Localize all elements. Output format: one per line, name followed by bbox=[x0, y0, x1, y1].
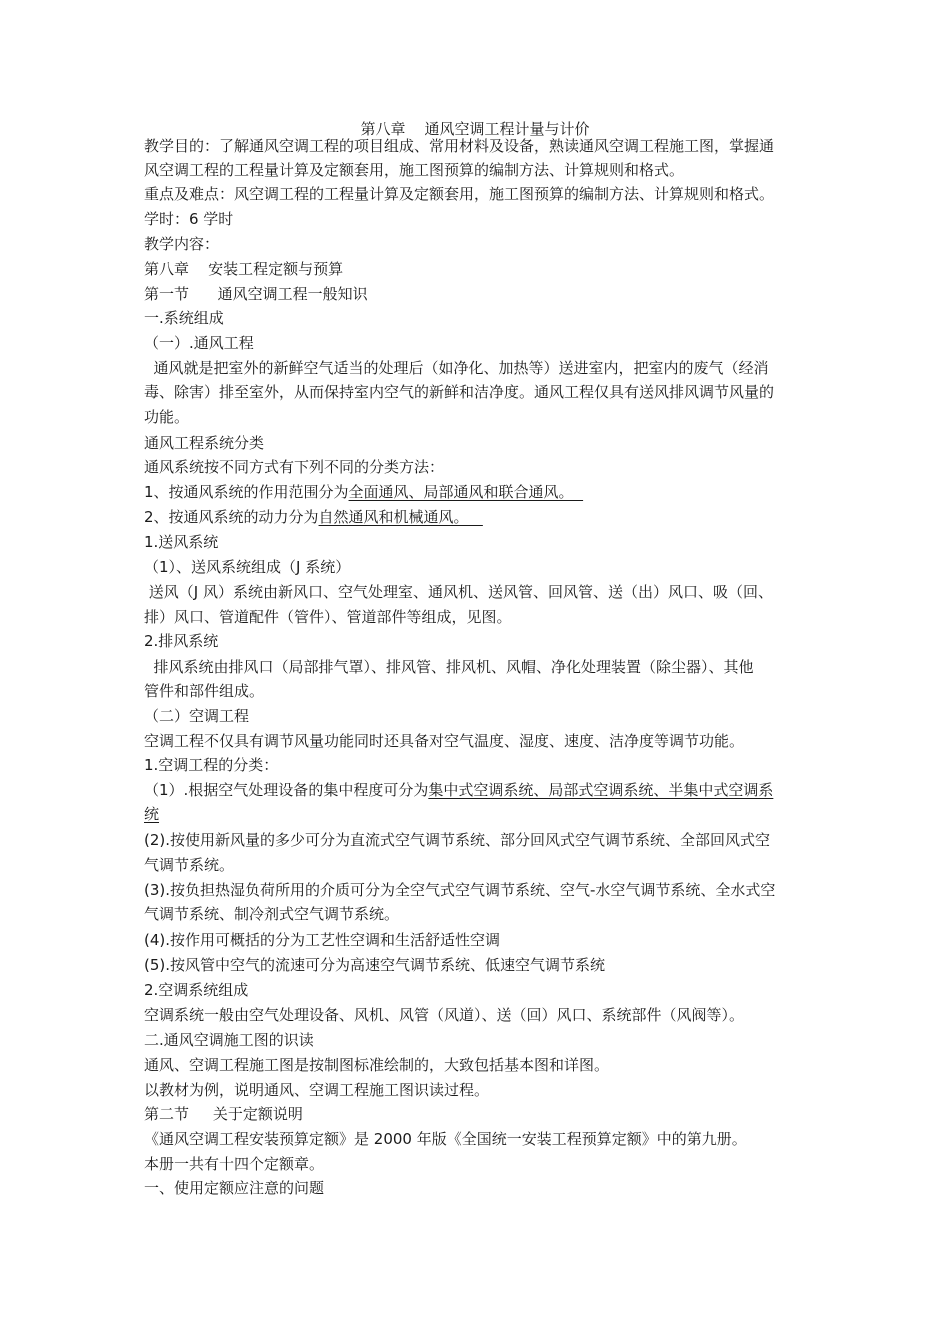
line-text: (2).按使用新风量的多少可分为直流式空气调节系统、部分回风式空气调节系统、全部回风式空 bbox=[144, 831, 771, 849]
text-line bbox=[144, 731, 744, 751]
text-line bbox=[144, 1178, 324, 1198]
text-line bbox=[144, 607, 512, 627]
line-text: 通风、空调工程施工图是按制图标准绘制的，大致包括基本图和详图。 bbox=[144, 1056, 610, 1074]
line-text: (4).按作用可概括的分为工艺性空调和生活舒适性空调 bbox=[144, 931, 501, 949]
underlined-text: 自然通风和机械通风。 bbox=[318, 508, 483, 526]
line-text: 2.空调系统组成 bbox=[144, 981, 249, 999]
line-text: 教学目的：了解通风空调工程的项目组成、常用材料及设备，熟读通风空调工程施工图，掌握通 bbox=[144, 137, 775, 155]
text-line bbox=[144, 880, 775, 900]
line-text: 送风（J 风）系统由新风口、空气处理室、通风机、送风管、回风管、送（出）风口、吸（回、 bbox=[144, 583, 773, 601]
line-text: 第一节 通风空调工程一般知识 bbox=[144, 285, 368, 303]
line-text: 气调节系统、制冷剂式空气调节系统。 bbox=[144, 905, 400, 923]
line-text: 教学内容： bbox=[144, 235, 220, 253]
text-line bbox=[144, 582, 773, 602]
underlined-text: 统 bbox=[144, 805, 160, 823]
text-line bbox=[144, 955, 605, 975]
text-line bbox=[144, 1005, 744, 1025]
line-text: 排）风口、管道配件（管件）、管道部件等组成，见图。 bbox=[144, 608, 512, 626]
line-text: 本册一共有十四个定额章。 bbox=[144, 1155, 325, 1173]
line-text: 学时：6 学时 bbox=[144, 210, 234, 228]
text-line bbox=[144, 631, 218, 651]
line-text: 排风系统由排风口（局部排气罩）、排风管、排风机、风帽、净化处理装置（除尘器）、其他 bbox=[144, 658, 754, 676]
line-text: 二.通风空调施工图的识读 bbox=[144, 1031, 314, 1049]
line-text: （1）.根据空气处理设备的集中程度可分为 bbox=[144, 781, 429, 799]
text-line bbox=[144, 308, 224, 328]
underlined-text: 集中式空调系统、局部式空调系统、半集中式空调系 bbox=[428, 781, 774, 799]
text-line bbox=[144, 358, 769, 378]
text-line bbox=[144, 904, 399, 924]
line-text: 空调工程不仅具有调节风量功能同时还具备对空气温度、湿度、速度、洁净度等调节功能。 bbox=[144, 732, 745, 750]
line-text: 功能。 bbox=[144, 408, 190, 426]
text-line bbox=[144, 284, 368, 304]
text-line bbox=[144, 980, 248, 1000]
text-line bbox=[144, 433, 264, 453]
line-text: 重点及难点：风空调工程的工程量计算及定额套用，施工图预算的编制方法、计算规则和格式。 bbox=[144, 185, 775, 203]
text-line bbox=[144, 1104, 303, 1124]
text-line bbox=[144, 234, 219, 254]
line-text: 2.排风系统 bbox=[144, 632, 219, 650]
text-line bbox=[144, 557, 350, 577]
text-line bbox=[144, 706, 249, 726]
line-text: 毒、除害）排至室外，从而保持室内空气的新鲜和洁净度。通风工程仅具有送风排风调节风量的 bbox=[144, 383, 775, 401]
text-line bbox=[144, 333, 254, 353]
line-text: 1.空调工程的分类： bbox=[144, 756, 279, 774]
line-text: 管件和部件组成。 bbox=[144, 682, 265, 700]
line-text: 通风工程系统分类 bbox=[144, 434, 265, 452]
line-text: 一、使用定额应注意的问题 bbox=[144, 1179, 325, 1197]
text-line bbox=[144, 209, 233, 229]
line-text: 1、按通风系统的作用范围分为 bbox=[144, 483, 349, 501]
text-line bbox=[144, 855, 234, 875]
text-line bbox=[144, 1080, 489, 1100]
line-text: 气调节系统。 bbox=[144, 856, 235, 874]
line-text: 以教材为例，说明通风、空调工程施工图识读过程。 bbox=[144, 1081, 490, 1099]
text-line bbox=[144, 830, 770, 850]
line-text: 通风就是把室外的新鲜空气适当的处理后（如净化、加热等）送进室内，把室内的废气（经消 bbox=[144, 359, 769, 377]
text-line bbox=[144, 1055, 609, 1075]
line-text: 第八章 安装工程定额与预算 bbox=[144, 260, 344, 278]
text-line bbox=[144, 259, 343, 279]
text-line bbox=[144, 657, 754, 677]
chapter-title: 第八章 通风空调工程计量与计价 bbox=[360, 120, 590, 138]
text-line bbox=[144, 136, 774, 156]
line-text: 通风系统按不同方式有下列不同的分类方法： bbox=[144, 458, 445, 476]
line-text: （二）空调工程 bbox=[144, 707, 250, 725]
line-text: (3).按负担热湿负荷所用的介质可分为全空气式空气调节系统、空气-水空气调节系统、全水式空 bbox=[144, 881, 776, 899]
text-line bbox=[144, 382, 774, 402]
line-text: 风空调工程的工程量计算及定额套用，施工图预算的编制方法、计算规则和格式。 bbox=[144, 161, 685, 179]
line-text: 《通风空调工程安装预算定额》是 2000 年版《全国统一安装工程预算定额》中的第九册。 bbox=[144, 1130, 747, 1148]
text-line bbox=[144, 532, 218, 552]
line-text: （1）、送风系统组成（J 系统） bbox=[144, 558, 351, 576]
line-text: 第二节 关于定额说明 bbox=[144, 1105, 303, 1123]
line-text: 空调系统一般由空气处理设备、风机、风管（风道）、送（回）风口、系统部件（风阀等）。 bbox=[144, 1006, 745, 1024]
text-line bbox=[144, 482, 583, 502]
text-line bbox=[144, 780, 773, 800]
line-text: 1.送风系统 bbox=[144, 533, 219, 551]
text-line bbox=[144, 755, 278, 775]
text-line bbox=[144, 804, 159, 824]
underlined-text: 全面通风、局部通风和联合通风。 bbox=[348, 483, 584, 501]
text-line bbox=[144, 1030, 314, 1050]
text-line bbox=[144, 407, 189, 427]
text-line bbox=[144, 1154, 324, 1174]
text-line bbox=[144, 457, 444, 477]
line-text: (5).按风管中空气的流速可分为高速空气调节系统、低速空气调节系统 bbox=[144, 956, 606, 974]
text-line bbox=[144, 160, 684, 180]
text-line bbox=[144, 681, 264, 701]
text-line bbox=[144, 184, 774, 204]
text-line bbox=[144, 507, 483, 527]
text-line bbox=[144, 1129, 747, 1149]
line-text: 一.系统组成 bbox=[144, 309, 224, 327]
text-line bbox=[144, 930, 500, 950]
line-text: （一）.通风工程 bbox=[144, 334, 254, 352]
line-text: 2、按通风系统的动力分为 bbox=[144, 508, 319, 526]
